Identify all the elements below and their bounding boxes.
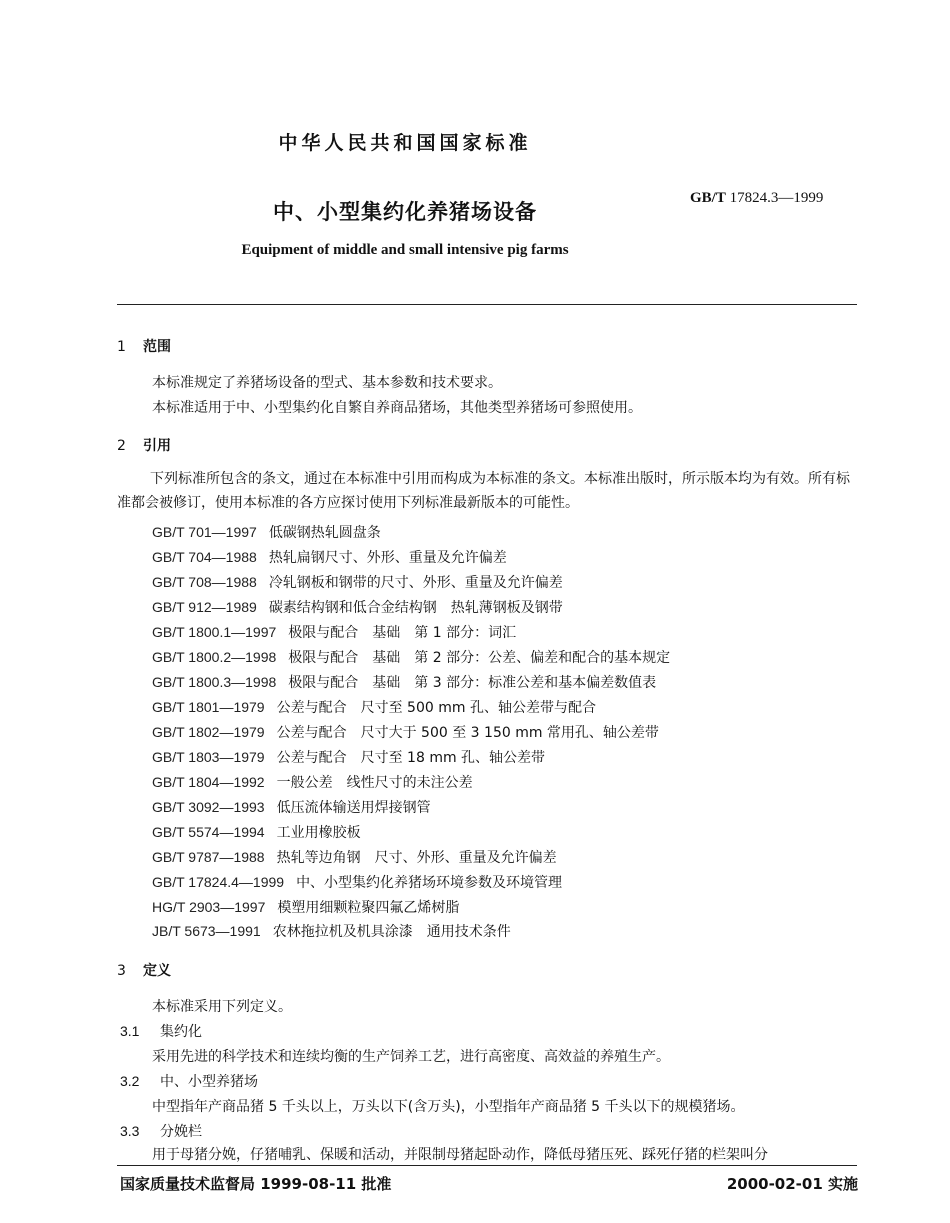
definition-number: 3.1	[120, 1023, 140, 1039]
reference-code: GB/T 701—1997	[152, 524, 257, 540]
document-title: 中、小型集约化养猪场设备	[273, 200, 537, 224]
definition-text: 用于母猪分娩，仔猪哺乳、保暖和活动，并限制母猪起卧动作，降低母猪压死、踩死仔猪的栏架叫分	[152, 1147, 768, 1163]
reference-code: GB/T 1800.1—1997	[152, 624, 277, 640]
english-title: Equipment of middle and small intensive pig farms	[241, 242, 569, 258]
reference-title: 模塑用细颗粒聚四氟乙烯树脂	[277, 900, 460, 916]
definition-term-row	[120, 1071, 258, 1091]
reference-title: 低碳钢热轧圆盘条	[268, 525, 381, 541]
definition-term: 集约化	[160, 1024, 202, 1040]
standard-code	[690, 190, 823, 207]
header-divider	[117, 304, 857, 305]
reference-title: 中、小型集约化养猪场环境参数及环境管理	[296, 875, 563, 891]
reference-code: GB/T 1804—1992	[152, 774, 265, 790]
reference-code: GB/T 912—1989	[152, 599, 257, 615]
section-title: 定义	[143, 963, 171, 979]
scope-paragraph-2: 本标准适用于中、小型集约化自繁自养商品猪场，其他类型养猪场可参照使用。	[152, 400, 642, 416]
section-title: 引用	[143, 438, 171, 454]
reference-item	[152, 797, 431, 817]
definition-number: 3.3	[120, 1123, 140, 1139]
reference-code: HG/T 2903—1997	[152, 899, 266, 915]
reference-item	[152, 622, 516, 642]
reference-code: GB/T 3092—1993	[152, 799, 265, 815]
reference-title: 公差与配合 尺寸至 18 mm 孔、轴公差带	[276, 750, 546, 766]
reference-item	[152, 547, 507, 567]
definition-term-row	[120, 1021, 202, 1041]
reference-code: GB/T 704—1988	[152, 549, 257, 565]
reference-code: JB/T 5673—1991	[152, 923, 261, 939]
reference-item	[152, 522, 381, 542]
scope-paragraph-1: 本标准规定了养猪场设备的型式、基本参数和技术要求。	[152, 375, 502, 391]
reference-code: GB/T 17824.4—1999	[152, 874, 285, 890]
reference-code: GB/T 5574—1994	[152, 824, 265, 840]
reference-item	[152, 872, 562, 892]
section-number: 2	[117, 438, 126, 454]
reference-item	[152, 597, 563, 617]
reference-title: 低压流体输送用焊接钢管	[276, 800, 431, 816]
reference-item	[152, 822, 361, 842]
reference-title: 公差与配合 尺寸大于 500 至 3 150 mm 常用孔、轴公差带	[276, 725, 659, 741]
definition-number: 3.2	[120, 1073, 140, 1089]
reference-title: 公差与配合 尺寸至 500 mm 孔、轴公差带与配合	[276, 700, 596, 716]
reference-code: GB/T 9787—1988	[152, 849, 265, 865]
reference-title: 工业用橡胶板	[276, 825, 361, 841]
reference-item	[152, 897, 459, 917]
refs-intro-paragraph: 下列标准所包含的条文，通过在本标准中引用而构成为本标准的条文。本标准出版时，所示版本均为有效。所有标准都会被修订，使用本标准的各方应探讨使用下列标准最新版本的可能性。	[117, 471, 850, 511]
reference-item	[152, 697, 596, 717]
reference-title: 一般公差 线性尺寸的未注公差	[276, 775, 473, 791]
section-title: 范围	[143, 339, 171, 355]
section-refs-heading	[117, 435, 171, 455]
effective-date: 2000-02-01 实施	[726, 1175, 858, 1193]
standard-code-prefix: GB/T	[690, 190, 726, 206]
definition-text: 中型指年产商品猪 5 千头以上，万头以下(含万头)，小型指年产商品猪 5 千头以下的规模猪场。	[152, 1099, 745, 1115]
reference-title: 农林拖拉机及机具涂漆 通用技术条件	[272, 924, 511, 940]
reference-title: 极限与配合 基础 第 1 部分：词汇	[288, 625, 517, 641]
reference-title: 冷轧钢板和钢带的尺寸、外形、重量及允许偏差	[268, 575, 563, 591]
reference-item	[152, 572, 563, 592]
definition-term-row	[120, 1121, 202, 1141]
reference-title: 碳素结构钢和低合金结构钢 热轧薄钢板及钢带	[268, 600, 563, 616]
approval-date: 国家质量技术监督局 1999-08-11 批准	[120, 1175, 392, 1193]
reference-item	[152, 672, 656, 692]
reference-title: 极限与配合 基础 第 2 部分：公差、偏差和配合的基本规定	[288, 650, 671, 666]
reference-item	[152, 921, 511, 941]
reference-code: GB/T 1800.2—1998	[152, 649, 277, 665]
reference-code: GB/T 1803—1979	[152, 749, 265, 765]
defs-intro: 本标准采用下列定义。	[152, 999, 292, 1015]
reference-item	[152, 747, 545, 767]
section-number: 1	[117, 339, 126, 355]
reference-title: 极限与配合 基础 第 3 部分：标准公差和基本偏差数值表	[288, 675, 657, 691]
section-defs-heading	[117, 960, 171, 980]
reference-item	[152, 772, 473, 792]
section-number: 3	[117, 963, 126, 979]
section-scope-heading	[117, 336, 171, 356]
reference-code: GB/T 708—1988	[152, 574, 257, 590]
footer-divider	[117, 1165, 857, 1166]
reference-title: 热轧等边角钢 尺寸、外形、重量及允许偏差	[276, 850, 557, 866]
reference-item	[152, 722, 659, 742]
definition-text: 采用先进的科学技术和连续均衡的生产饲养工艺，进行高密度、高效益的养殖生产。	[152, 1049, 670, 1065]
reference-item	[152, 647, 670, 667]
standard-code-number: 17824.3—1999	[729, 190, 824, 206]
reference-code: GB/T 1801—1979	[152, 699, 265, 715]
definition-term: 中、小型养猪场	[160, 1074, 258, 1090]
reference-code: GB/T 1800.3—1998	[152, 674, 277, 690]
reference-item	[152, 847, 557, 867]
reference-title: 热轧扁钢尺寸、外形、重量及允许偏差	[268, 550, 507, 566]
reference-code: GB/T 1802—1979	[152, 724, 265, 740]
definition-term: 分娩栏	[160, 1124, 202, 1140]
national-standard-heading: 中华人民共和国国家标准	[278, 132, 532, 154]
